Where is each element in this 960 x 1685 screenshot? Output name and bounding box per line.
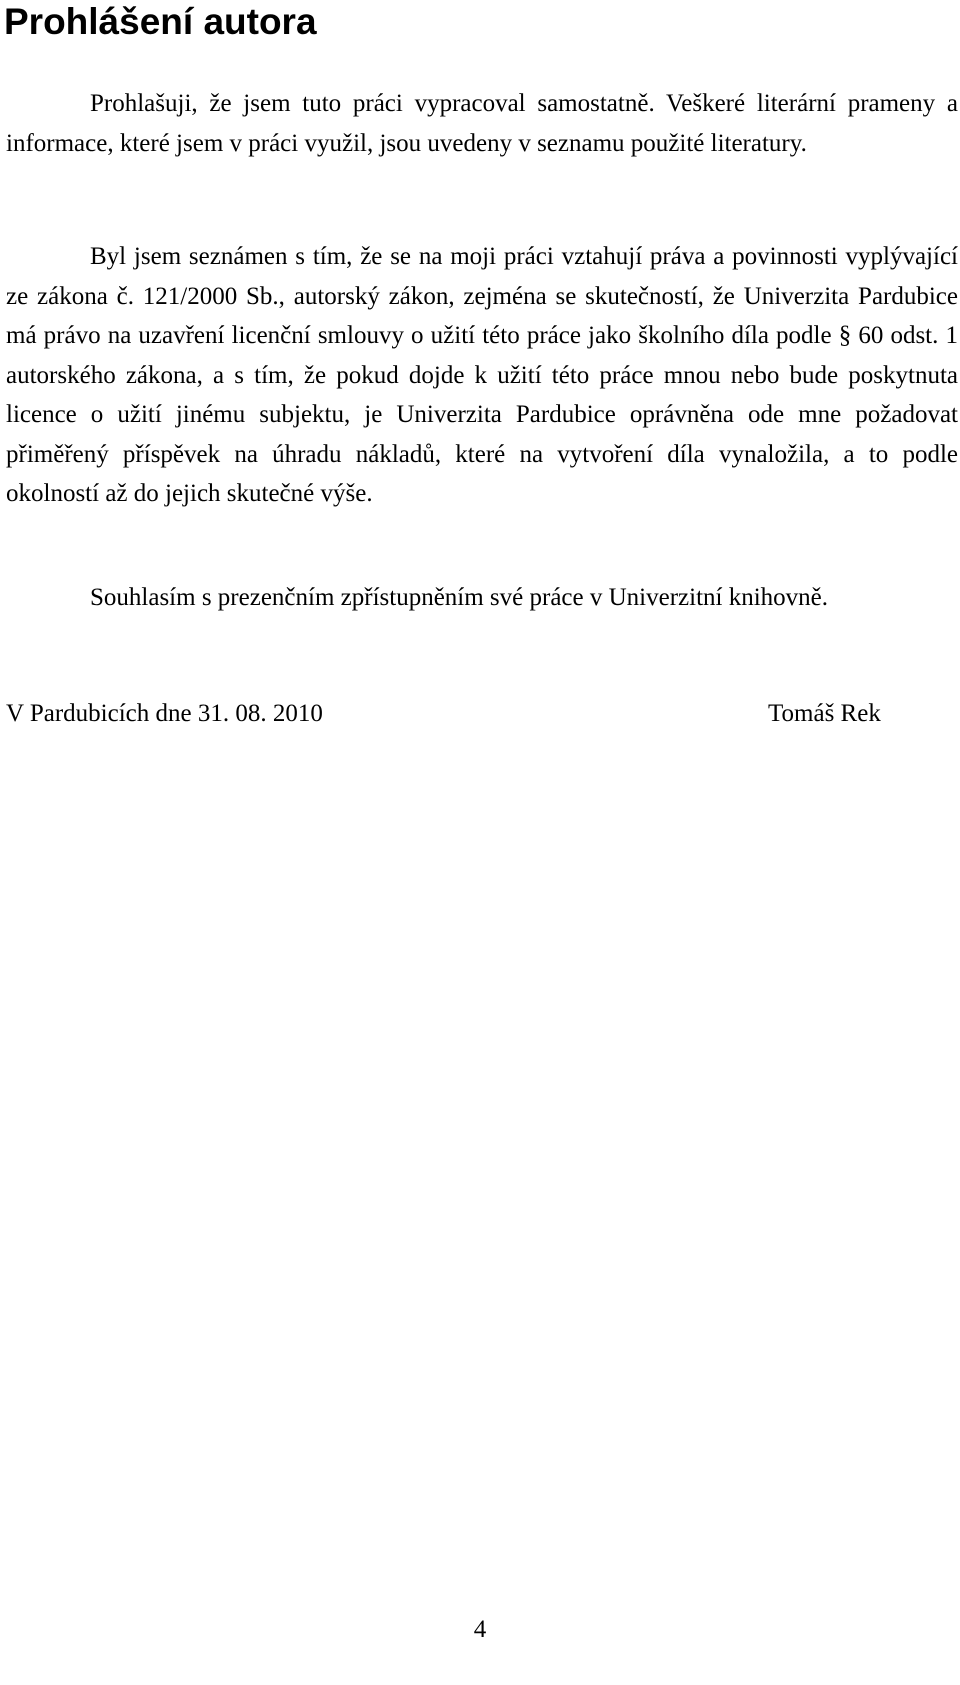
page-number: 4	[473, 1616, 487, 1643]
declaration-paragraph-copyright: Byl jsem seznámen s tím, že se na moji práci vztahují práva a povinnosti vyplývající ze zákona č. 121/2000 Sb., autorský zákon, zejména se skutečností, že Univerzita Pardubice má právo na uzavření licenční smlouvy o užití této práce jako školního díla podle § 60 odst. 1 autorského zákona, a s tím, že pokud dojde k užití této práce mnou nebo bude poskytnuta licence o užití jinému subjektu, je Univerzita Pardubice oprávněna ode mne požadovat přiměřený příspěvek na úhradu nákladů, které na vytvoření díla vynaložila, a to podle okolností až do jejich skutečné výše.	[6, 243, 958, 507]
declaration-paragraph-originality: Prohlašuji, že jsem tuto práci vypracoval samostatně. Veškeré literární prameny a informace, které jsem v práci využil, jsou uvedeny v seznamu použité literatury.	[6, 90, 958, 157]
signature-place-date: V Pardubicích dne 31. 08. 2010	[6, 700, 323, 727]
signature-author-name: Tomáš Rek	[768, 700, 881, 727]
page-title: Prohlášení autora	[4, 1, 317, 42]
declaration-paragraph-library-consent: Souhlasím s prezenčním zpřístupněním své práce v Univerzitní knihovně.	[90, 584, 829, 611]
